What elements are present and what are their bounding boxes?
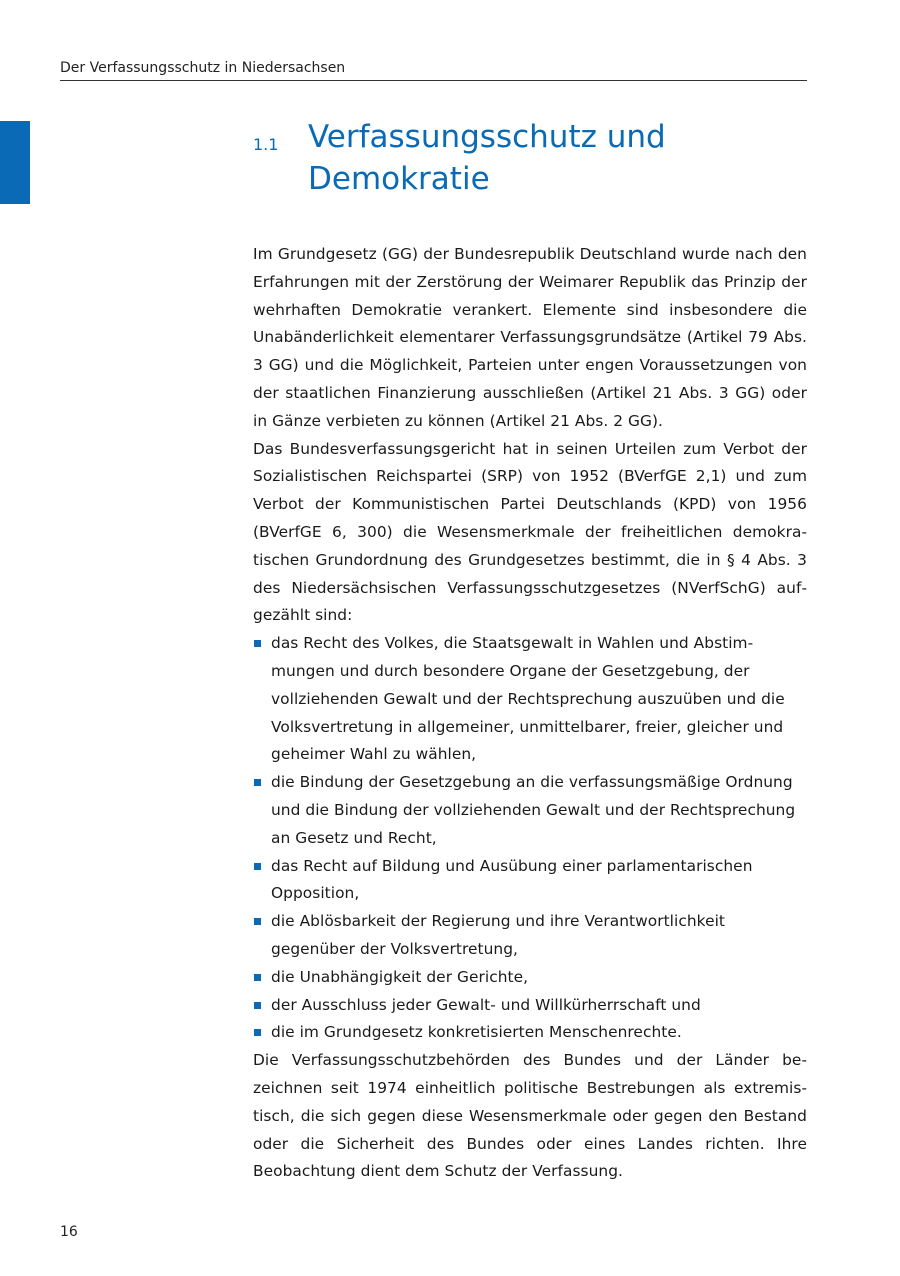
list-item [253,964,807,992]
section-number: 1.1 [253,135,279,154]
paragraph-court-rulings: Das Bundesverfassungsgericht hat in seinen Urteilen zum Verbot der Sozialistischen Reichspartei (SRP) von 1952 (BVerfGE 2,1) und zum Verbot der Kommunistischen Partei Deutschlands (KPD) von 1956 (BVerfGE 6, 300) die Wesensmerkmale der freiheitlichen demokratischen Grundordnung des Grundgesetzes bestimmt, die in § 4 Abs. 3 des Niedersächsischen Verfassungsschutzgesetzes (NVerfSchG) aufgezählt sind: [253,439,807,625]
page-number: 16 [60,1224,78,1240]
square-bullet-icon [254,1002,261,1009]
list-item-text: die Unabhängigkeit der Gerichte, [271,967,529,986]
list-item-text: die im Grundgesetz konkretisierten Menschenrechte. [271,1023,682,1042]
list-item-text: die Bindung der Gesetzgebung an die verfassungsmäßige Ordnung und die Bindung der vollziehenden Gewalt und der Rechtsprechung an Gesetz und Recht, [271,773,796,847]
square-bullet-icon [254,1029,261,1036]
square-bullet-icon [254,918,261,925]
list-item [253,992,807,1020]
list-item [253,1019,807,1047]
list-item [253,630,807,769]
paragraph-extremism: Die Verfassungsschutzbehörden des Bundes und der Länder bezeichnen seit 1974 einheitlich politische Bestrebungen als extremistisch, die sich gegen diese Wesensmerkmale oder gegen den Bestand oder die Sicherheit des Bundes oder eines Landes richten. Ihre Beobachtung dient dem Schutz der Verfassung. [253,1051,807,1181]
section-title-line-1: Verfassungsschutz und [308,119,666,155]
list-item [253,853,807,909]
square-bullet-icon [254,640,261,647]
list-item-text: die Ablösbarkeit der Regierung und ihre Verantwortlichkeit gegenüber der Volksvertretung, [271,912,725,958]
paragraph-intro: Im Grundgesetz (GG) der Bundesrepublik Deutschland wurde nach den Erfahrungen mit der Zerstörung der Weimarer Republik das Prinzip der wehrhaften Demokratie verankert. Elemente sind insbesondere die Unabänderlichkeit elementarer Verfassungsgrundsätze (Artikel 79 Abs. 3 GG) und die Möglichkeit, Parteien unter engen Voraussetzungen von der staatlichen Finanzierung ausschließen (Artikel 21 Abs. 3 GG) oder in Gänze verbieten zu können (Artikel 21 Abs. 2 GG). [253,245,807,430]
list-item-text: der Ausschluss jeder Gewalt- und Willkürherrschaft und [271,995,701,1014]
section-title-line-2: Demokratie [308,161,490,197]
square-bullet-icon [254,779,261,786]
square-bullet-icon [254,863,261,870]
chapter-side-tab [0,121,30,204]
square-bullet-icon [254,974,261,981]
list-item [253,908,807,964]
section-title [308,116,808,200]
list-item-text: das Recht des Volkes, die Staatsgewalt in Wahlen und Abstimmungen und durch besondere Organe der Gesetzgebung, der vollziehenden Gewalt und der Rechtsprechung auszuüben und die Volksvertretung in allgemeiner, unmittelbarer, freier, gleicher und geheimer Wahl zu wählen, [271,634,785,764]
principles-list [253,630,807,1047]
running-header: Der Verfassungsschutz in Niedersachsen [60,58,807,81]
list-item-text: das Recht auf Bildung und Ausübung einer parlamentarischen Opposition, [271,856,753,903]
list-item [253,769,807,852]
body-text [253,241,807,1186]
